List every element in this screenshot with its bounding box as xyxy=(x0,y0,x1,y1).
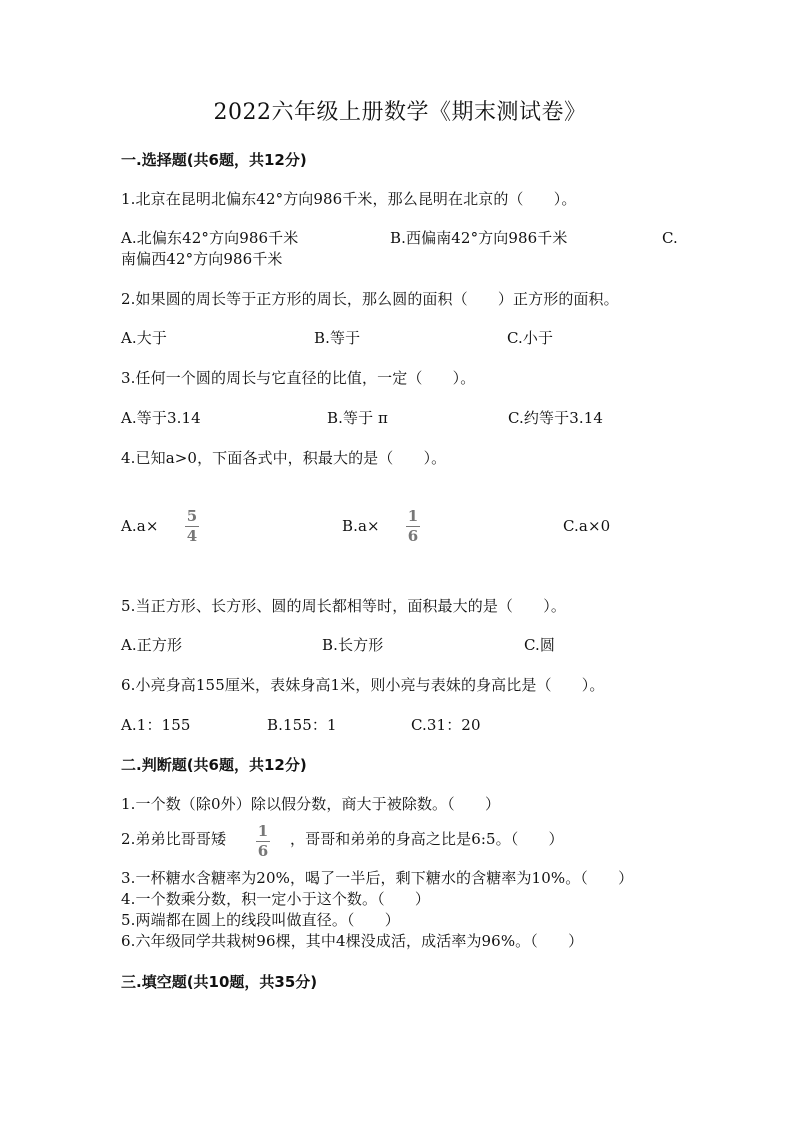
choice-1-option-c: C. xyxy=(662,229,678,247)
fraction-numerator: 1 xyxy=(257,822,269,840)
choice-2-option-b: B.等于 xyxy=(314,329,361,347)
judge-question-4: 4.一个数乘分数，积一定小于这个数。（ ） xyxy=(121,890,431,908)
choice-3-option-c: C.约等于3.14 xyxy=(508,409,604,427)
choice-3-option-b: B.等于 π xyxy=(327,409,389,427)
choice-4-option-b: B.a× xyxy=(342,517,380,535)
choice-1-option-c-text: 南偏西42°方向986千米 xyxy=(121,250,283,268)
choice-1-option-a: A.北偏东42°方向986千米 xyxy=(121,229,299,247)
choice-4-option-a: A.a× xyxy=(121,517,159,535)
judge-question-3: 3.一杯糖水含糖率为20%，喝了一半后，剩下糖水的含糖率为10%。（ ） xyxy=(121,869,634,887)
choice-5-option-b: B.长方形 xyxy=(322,636,384,654)
choice-5-option-c: C.圆 xyxy=(524,636,556,654)
fraction-5-4 xyxy=(182,508,202,545)
judge-question-6: 6.六年级同学共栽树96棵，其中4棵没成活，成活率为96%。（ ） xyxy=(121,932,584,950)
choice-question-5: 5.当正方形、长方形、圆的周长都相等时，面积最大的是（ ）。 xyxy=(121,597,566,615)
choice-6-option-c: C.31：20 xyxy=(411,716,481,734)
choice-6-option-b: B.155：1 xyxy=(267,716,337,734)
fraction-denominator: 4 xyxy=(186,527,198,545)
choice-5-option-a: A.正方形 xyxy=(121,636,183,654)
choice-question-6: 6.小亮身高155厘米，表妹身高1米，则小亮与表妹的身高比是（ ）。 xyxy=(121,676,605,694)
choice-3-option-a: A.等于3.14 xyxy=(121,409,201,427)
fraction-numerator: 5 xyxy=(186,507,198,525)
judge-question-1: 1.一个数（除0外）除以假分数，商大于被除数。（ ） xyxy=(121,795,501,813)
judge-question-2-suffix: ，哥哥和弟弟的身高之比是6:5。（ ） xyxy=(290,830,564,848)
choice-6-option-a: A.1：155 xyxy=(121,716,191,734)
judge-question-2-prefix: 2.弟弟比哥哥矮 xyxy=(121,830,227,848)
fraction-1-6 xyxy=(403,508,423,545)
choice-question-4: 4.已知a>0，下面各式中，积最大的是（ ）。 xyxy=(121,449,447,467)
fraction-denominator: 6 xyxy=(257,842,269,860)
section-heading-judge: 二.判断题(共6题，共12分) xyxy=(121,756,307,774)
fraction-numerator: 1 xyxy=(407,507,419,525)
section-heading-choice: 一.选择题(共6题，共12分) xyxy=(121,151,307,169)
choice-2-option-c: C.小于 xyxy=(507,329,554,347)
page-title: 2022六年级上册数学《期末测试卷》 xyxy=(213,100,587,125)
judge-question-5: 5.两端都在圆上的线段叫做直径。（ ） xyxy=(121,911,400,929)
section-heading-fill: 三.填空题(共10题，共35分) xyxy=(121,973,318,991)
choice-question-3: 3.任何一个圆的周长与它直径的比值，一定（ ）。 xyxy=(121,369,476,387)
choice-question-2: 2.如果圆的周长等于正方形的周长，那么圆的面积（ ）正方形的面积。 xyxy=(121,290,619,308)
choice-1-option-b: B.西偏南42°方向986千米 xyxy=(390,229,568,247)
choice-4-option-c: C.a×0 xyxy=(563,517,611,535)
choice-question-1: 1.北京在昆明北偏东42°方向986千米，那么昆明在北京的（ ）。 xyxy=(121,190,577,208)
fraction-1-6 xyxy=(253,823,273,860)
choice-2-option-a: A.大于 xyxy=(121,329,168,347)
fraction-denominator: 6 xyxy=(407,527,419,545)
